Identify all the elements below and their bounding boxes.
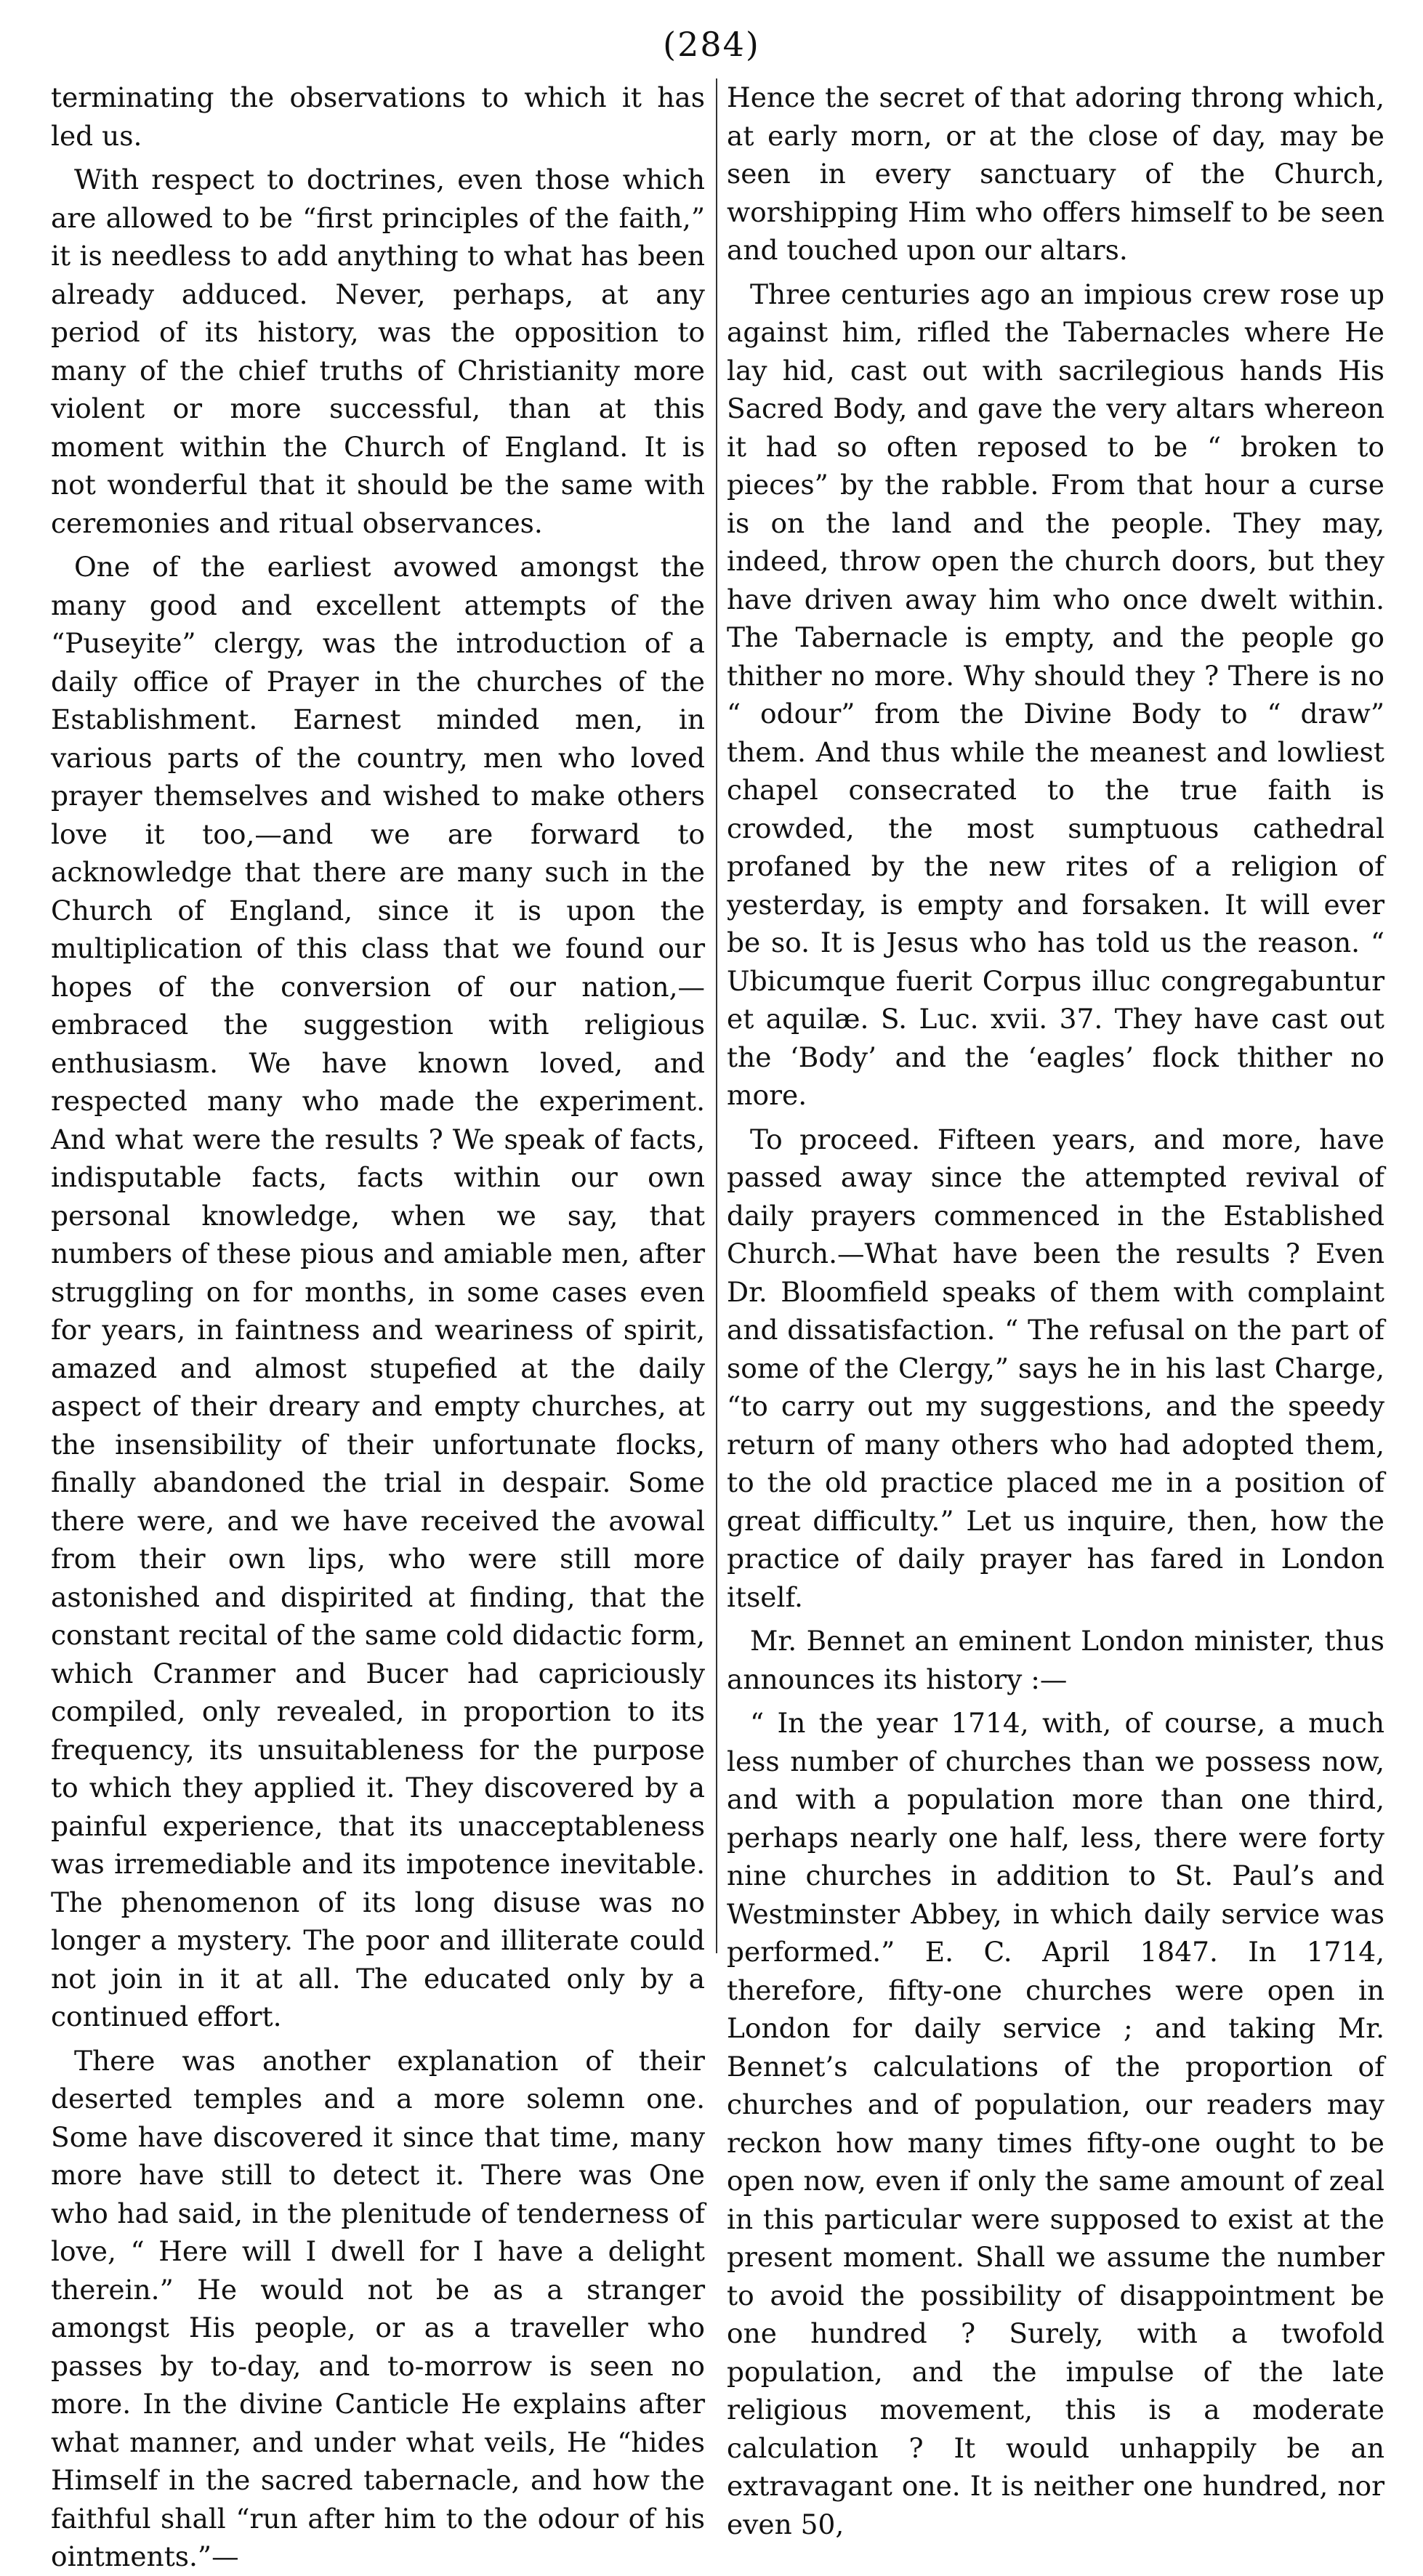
paragraph: There was another explanation of their deserted temples and a more solemn one. Some have discovered it since that time, many more have still to detect it. There was One who had said, in the plenitude of tenderness of love, “ Here will I dwell for I have a delight therein.” He would not be as a stranger amongst His people, or as a traveller who passes by to-day, and to-morrow is seen no more. In the divine Canticle He explains after what manner, and under what veils, He “hides Himself in the sacred tabernacle, and how the faithful shall “run after him to the odour of his ointments.”—: [51, 2044, 705, 2572]
paragraph: “ In the year 1714, with, of course, a much less number of churches than we possess now, and with a population more than one third, perhaps nearly one half, less, there were forty nine churches in addition to St. Paul’s and Westminster Abbey, in which daily service was performed.” E. C. April 1847. In 1714, therefore, fifty-one churches were open in London for daily service ; and taking Mr. Bennet’s calculations of the proportion of churches and of population, our readers may reckon how many times fifty-one ought to be open now, even if only the same amount of zeal in this particular were supposed to exist at the present moment. Shall we assume the number to avoid the possibility of disappointment be one hundred ? Surely, with a twofold population, and the impulse of the late religious movement, this is a moderate calculation ? It would unhappily be an extravagant one. It is neither one hundred, nor even 50,: [727, 1707, 1384, 2540]
paragraph: Hence the secret of that adoring throng which, at early morn, or at the close of day, may be seen in every sanctuary of the Church, worshipping Him who offers himself to be seen and touched upon our altars.: [727, 81, 1384, 266]
column-divider: [716, 78, 717, 1953]
paragraph: With respect to doctrines, even those which are allowed to be “first principles of the faith,” it is needless to add anything to what has been already adduced. Never, perhaps, at any period of its history, was the opposition to many of the chief truths of Christianity more violent or more successful, than at this moment within the Church of England. It is not wonderful that it should be the same with ceremonies and ritual observances.: [51, 163, 705, 539]
paragraph: Mr. Bennet an eminent London minister, thus announces its history :—: [727, 1625, 1384, 1695]
paragraph: One of the earliest avowed amongst the many good and excellent attempts of the “Puseyite” clergy, was the introduction of a daily office of Prayer in the churches of the Establishment. Earnest minded men, in various parts of the country, men who loved prayer themselves and wished to make others love it too,—and we are forward to acknowledge that there are many such in the Church of England, since it is upon the multiplication of this class that we found our hopes of the conversion of our nation,—embraced the suggestion with religious enthusiasm. We have known loved, and respected many who made the experiment. And what were the results ? We speak of facts, indisputable facts, facts within our own personal knowledge, when we say, that numbers of these pious and amiable men, after struggling on for months, in some cases even for years, in faintness and weariness of spirit, amazed and almost stupefied at the daily aspect of their dreary and empty churches, at the insensibility of their unfortunate flocks, finally abandoned the trial in despair. Some there were, and we have received the avowal from their own lips, who were still more astonished and dispirited at finding, that the constant recital of the same cold didactic form, which Cranmer and Bucer had capriciously compiled, only revealed, in proportion to its frequency, its unsuitableness for the purpose to which they applied it. They discovered by a painful experience, that its unacceptableness was irremediable and its impotence inevitable. The phenomenon of its long disuse was no longer a mystery. The poor and illiterate could not join in it at all. The educated only by a continued effort.: [51, 551, 705, 2032]
right-column: [727, 78, 1384, 2540]
paragraph: To proceed. Fifteen years, and more, have passed away since the attempted revival of daily prayers commenced in the Established Church.—What have been the results ? Even Dr. Bloomfield speaks of them with complaint and dissatisfaction. “ The refusal on the part of some of the Clergy,” says he in his last Charge, “to carry out my suggestions, and the speedy return of many others who had adopted them, to the old practice placed me in a position of great difficulty.” Let us inquire, then, how the practice of daily prayer has fared in London itself.: [727, 1123, 1384, 1613]
paragraph: terminating the observations to which it has led us.: [51, 81, 705, 152]
left-column: [51, 78, 705, 2572]
page-number: (284): [663, 25, 760, 64]
paragraph: Three centuries ago an impious crew rose up against him, rifled the Tabernacles where He lay hid, cast out with sacrilegious hands His Sacred Body, and gave the very altars whereon it had so often reposed to be “ broken to pieces” by the rabble. From that hour a curse is on the land and the people. They may, indeed, throw open the church doors, but they have driven away him who once dwelt within. The Tabernacle is empty, and the people go thither no more. Why should they ? There is no “ odour” from the Divine Body to “ draw” them. And thus while the meanest and lowliest chapel consecrated to the true faith is crowded, the most sumptuous cathedral profaned by the new rites of a religion of yesterday, is empty and forsaken. It will ever be so. It is Jesus who has told us the reason. “ Ubicumque fuerit Corpus illuc congregabuntur et aquilæ. S. Luc. xvii. 37. They have cast out the ‘Body’ and the ‘eagles’ flock thither no more.: [727, 278, 1384, 1111]
